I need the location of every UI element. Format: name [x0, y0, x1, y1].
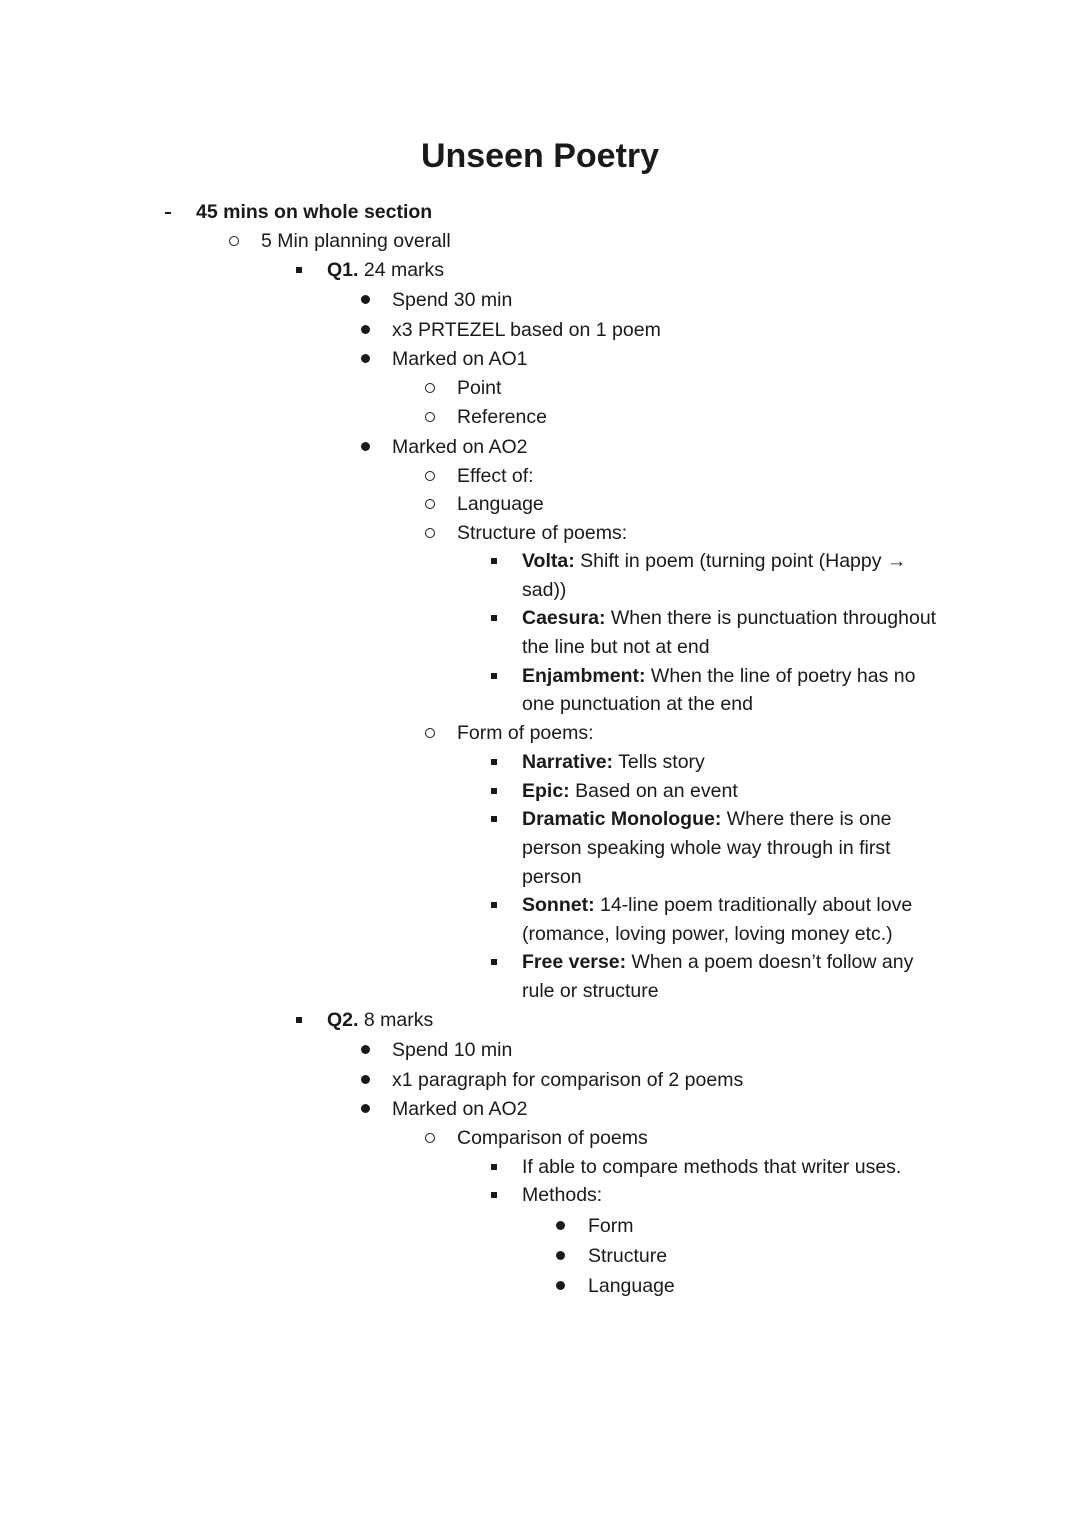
- free-verse-definition-cont: rule or structure: [522, 980, 659, 1002]
- circle-bullet: [425, 412, 435, 422]
- ao1-point: Point: [457, 377, 502, 399]
- square-bullet: [491, 1192, 497, 1198]
- sonnet-item: [522, 891, 912, 920]
- free-verse-item: [522, 948, 913, 977]
- q1-label: Q1.: [327, 259, 359, 281]
- circle-bullet: [425, 383, 435, 393]
- enjambment-item: [522, 662, 915, 691]
- round-bullet: [556, 1281, 565, 1290]
- sonnet-definition: 14-line poem traditionally about love: [594, 894, 913, 916]
- q1-marks: 24 marks: [358, 259, 445, 281]
- epic-definition: Based on an event: [569, 780, 738, 802]
- caesura-item: [522, 604, 936, 633]
- round-bullet: [556, 1251, 565, 1260]
- dramatic-monologue-definition-cont: person: [522, 866, 582, 888]
- q1-task: x3 PRTEZEL based on 1 poem: [392, 319, 661, 341]
- section-time-heading: 45 mins on whole section: [196, 201, 433, 223]
- circle-bullet: [425, 728, 435, 738]
- volta-term: Volta:: [522, 550, 575, 572]
- round-bullet: [361, 354, 370, 363]
- ao2-language: Language: [457, 493, 544, 515]
- circle-bullet: [229, 236, 239, 246]
- square-bullet: [296, 267, 302, 273]
- round-bullet: [361, 325, 370, 334]
- circle-bullet: [425, 471, 435, 481]
- planning-item: 5 Min planning overall: [261, 230, 451, 252]
- q1-ao1: Marked on AO1: [392, 348, 528, 370]
- method-language: Language: [588, 1275, 675, 1297]
- square-bullet: [491, 759, 497, 765]
- dramatic-monologue-definition-cont: person speaking whole way through in first: [522, 837, 891, 859]
- square-bullet: [296, 1017, 302, 1023]
- volta-definition: Shift in poem (turning point (Happy →: [574, 550, 907, 572]
- q2-label: Q2.: [327, 1009, 359, 1031]
- q2-marks: 8 marks: [358, 1009, 434, 1031]
- narrative-definition: Tells story: [613, 751, 705, 773]
- circle-bullet: [425, 499, 435, 509]
- narrative-term: Narrative:: [522, 751, 614, 773]
- round-bullet: [361, 1045, 370, 1054]
- compare-methods-item: If able to compare methods that writer uses.: [522, 1156, 902, 1178]
- ao2-form: Form of poems:: [457, 722, 594, 744]
- page-title: Unseen Poetry: [420, 137, 660, 175]
- ao1-reference: Reference: [457, 406, 547, 428]
- q2-time: Spend 10 min: [392, 1039, 513, 1061]
- round-bullet: [361, 1075, 370, 1084]
- free-verse-definition: When a poem doesn’t follow any: [626, 951, 914, 973]
- method-structure: Structure: [588, 1245, 668, 1267]
- comparison-item: Comparison of poems: [457, 1127, 648, 1149]
- caesura-definition-cont: the line but not at end: [522, 636, 710, 658]
- q2-task: x1 paragraph for comparison of 2 poems: [392, 1069, 744, 1091]
- q1-ao2: Marked on AO2: [392, 436, 528, 458]
- ao2-structure: Structure of poems:: [457, 522, 628, 544]
- round-bullet: [361, 1104, 370, 1113]
- dramatic-monologue-term: Dramatic Monologue:: [522, 808, 722, 830]
- sonnet-term: Sonnet:: [522, 894, 595, 916]
- dash-bullet: [165, 212, 171, 214]
- square-bullet: [491, 615, 497, 621]
- epic-term: Epic:: [522, 780, 570, 802]
- square-bullet: [491, 959, 497, 965]
- free-verse-term: Free verse:: [522, 951, 627, 973]
- enjambment-term: Enjambment:: [522, 665, 646, 687]
- epic-item: [522, 777, 738, 806]
- caesura-term: Caesura:: [522, 607, 606, 629]
- methods-item: Methods:: [522, 1184, 603, 1206]
- volta-item: [522, 547, 906, 576]
- ao2-effect: Effect of:: [457, 465, 534, 487]
- enjambment-definition: When the line of poetry has no: [645, 665, 916, 687]
- q2-ao2: Marked on AO2: [392, 1098, 528, 1120]
- dramatic-monologue-definition: Where there is one: [721, 808, 892, 830]
- sonnet-definition-cont: (romance, loving power, loving money etc.): [522, 923, 893, 945]
- q2-heading: [327, 1006, 433, 1035]
- square-bullet: [491, 673, 497, 679]
- q1-time: Spend 30 min: [392, 289, 513, 311]
- caesura-definition: When there is punctuation throughout: [605, 607, 937, 629]
- circle-bullet: [425, 528, 435, 538]
- round-bullet: [361, 442, 370, 451]
- dramatic-monologue-item: [522, 805, 892, 834]
- round-bullet: [556, 1221, 565, 1230]
- square-bullet: [491, 558, 497, 564]
- volta-definition-cont: sad)): [522, 579, 567, 601]
- square-bullet: [491, 816, 497, 822]
- method-form: Form: [588, 1215, 634, 1237]
- square-bullet: [491, 1164, 497, 1170]
- circle-bullet: [425, 1133, 435, 1143]
- square-bullet: [491, 788, 497, 794]
- q1-heading: [327, 256, 444, 285]
- narrative-item: [522, 748, 705, 777]
- enjambment-definition-cont: one punctuation at the end: [522, 693, 753, 715]
- square-bullet: [491, 902, 497, 908]
- round-bullet: [361, 295, 370, 304]
